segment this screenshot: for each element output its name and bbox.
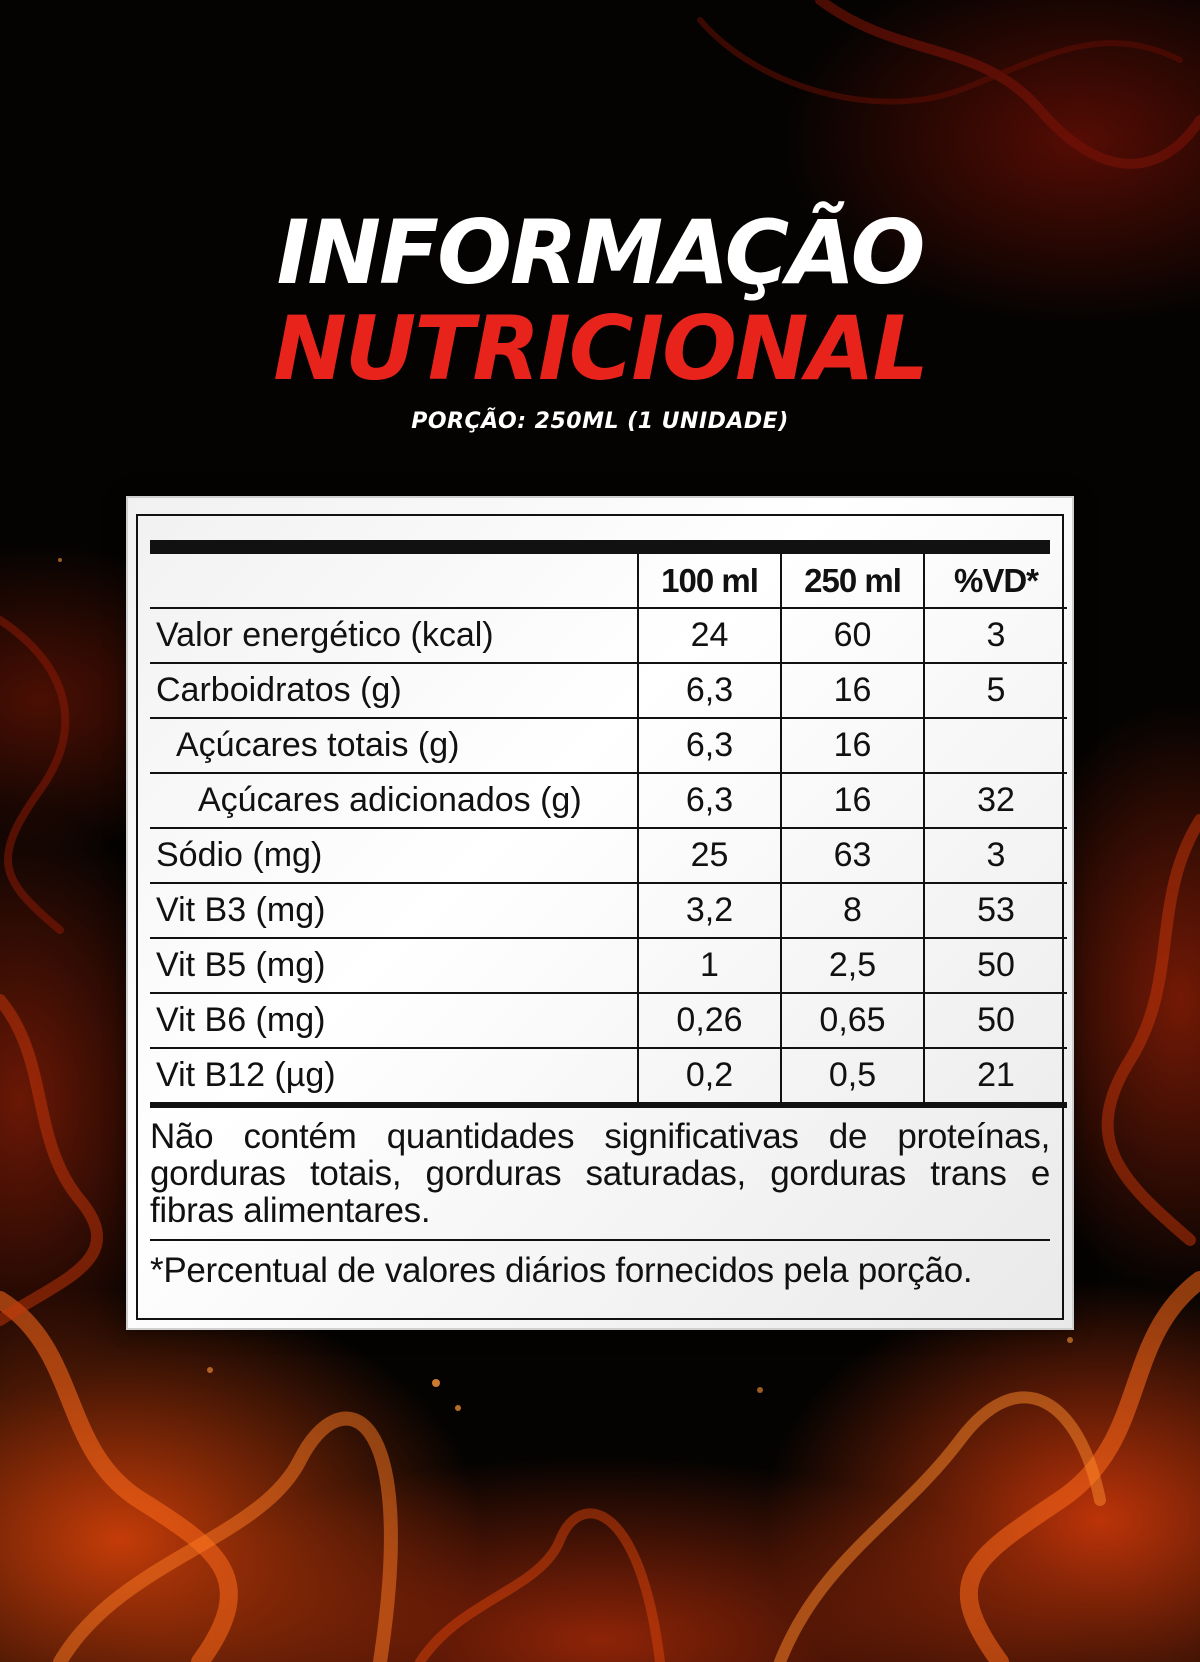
value-vd: 21 (924, 1048, 1067, 1105)
value-vd: 50 (924, 993, 1067, 1048)
value-vd: 32 (924, 773, 1067, 828)
value-250ml: 63 (781, 828, 924, 883)
value-100ml: 0,26 (638, 993, 781, 1048)
top-rule (150, 540, 1050, 554)
table-row (150, 883, 1067, 938)
flame-tongue (969, 1280, 1200, 1662)
value-vd: 3 (924, 608, 1067, 663)
smoke-swirl (700, 20, 1180, 102)
ember (432, 1379, 440, 1387)
value-250ml: 16 (781, 773, 924, 828)
value-250ml: 0,5 (781, 1048, 924, 1105)
nutrition-label (128, 498, 1072, 1328)
table-row (150, 663, 1067, 718)
ember (757, 1387, 763, 1393)
nutrition-table (150, 554, 1067, 1108)
value-vd: 53 (924, 883, 1067, 938)
daily-value-footnote: *Percentual de valores diários fornecidos pela porção. (150, 1251, 973, 1290)
portion-size: PORÇÃO: 250ML (1 UNIDADE) (411, 409, 789, 434)
smoke-swirl (820, 0, 1200, 164)
table-row (150, 718, 1067, 773)
table-row (150, 993, 1067, 1048)
nutrient-label: Vit B5 (mg) (150, 938, 638, 993)
nutrition-label-content (150, 540, 1050, 1291)
nutrient-label: Açúcares adicionados (g) (150, 773, 638, 828)
value-100ml: 0,2 (638, 1048, 781, 1105)
value-vd (924, 718, 1067, 773)
value-vd: 5 (924, 663, 1067, 718)
flame-tongue (420, 1513, 660, 1662)
value-100ml: 3,2 (638, 883, 781, 938)
value-250ml: 16 (781, 718, 924, 773)
table-row (150, 828, 1067, 883)
value-vd: 3 (924, 828, 1067, 883)
nutrient-label: Valor energético (kcal) (150, 608, 638, 663)
heading (0, 201, 1200, 434)
ember (207, 1367, 213, 1373)
table-row (150, 1048, 1067, 1105)
nutrient-label: Vit B3 (mg) (150, 883, 638, 938)
flame-tongue (1108, 820, 1200, 1240)
title-line-1: INFORMAÇÃO (276, 201, 924, 304)
column-header-100ml: 100 ml (638, 554, 781, 608)
nutrition-label-frame (136, 514, 1064, 1320)
value-100ml: 1 (638, 938, 781, 993)
nutrient-label: Sódio (mg) (150, 828, 638, 883)
value-250ml: 2,5 (781, 938, 924, 993)
value-250ml: 8 (781, 883, 924, 938)
column-header-250ml: 250 ml (781, 554, 924, 608)
value-100ml: 24 (638, 608, 781, 663)
table-row (150, 608, 1067, 663)
table-row (150, 773, 1067, 828)
value-100ml: 25 (638, 828, 781, 883)
column-header-vd: %VD* (924, 554, 1067, 608)
nutrient-label: Açúcares totais (g) (150, 718, 638, 773)
title-line-2: NUTRICIONAL (273, 297, 927, 400)
value-vd: 50 (924, 938, 1067, 993)
value-100ml: 6,3 (638, 773, 781, 828)
nutrient-label: Vit B12 (µg) (150, 1048, 638, 1105)
smoke-swirl (0, 620, 65, 930)
value-250ml: 0,65 (781, 993, 924, 1048)
ember (58, 558, 62, 562)
nutrient-label: Vit B6 (mg) (150, 993, 638, 1048)
flame-tongue (780, 1397, 1100, 1662)
ember (455, 1405, 461, 1411)
nutrient-label: Carboidratos (g) (150, 663, 638, 718)
value-100ml: 6,3 (638, 663, 781, 718)
flame-tongue (0, 1000, 97, 1320)
column-header-nutrient (150, 554, 638, 608)
value-100ml: 6,3 (638, 718, 781, 773)
value-250ml: 16 (781, 663, 924, 718)
table-header-row (150, 554, 1067, 608)
table-row (150, 938, 1067, 993)
ember (1067, 1337, 1073, 1343)
value-250ml: 60 (781, 608, 924, 663)
not-significant-note: Não contém quantidades significativas de proteínas, gorduras totais, gorduras saturadas, gorduras trans e fibras alimentares. (150, 1108, 1050, 1241)
